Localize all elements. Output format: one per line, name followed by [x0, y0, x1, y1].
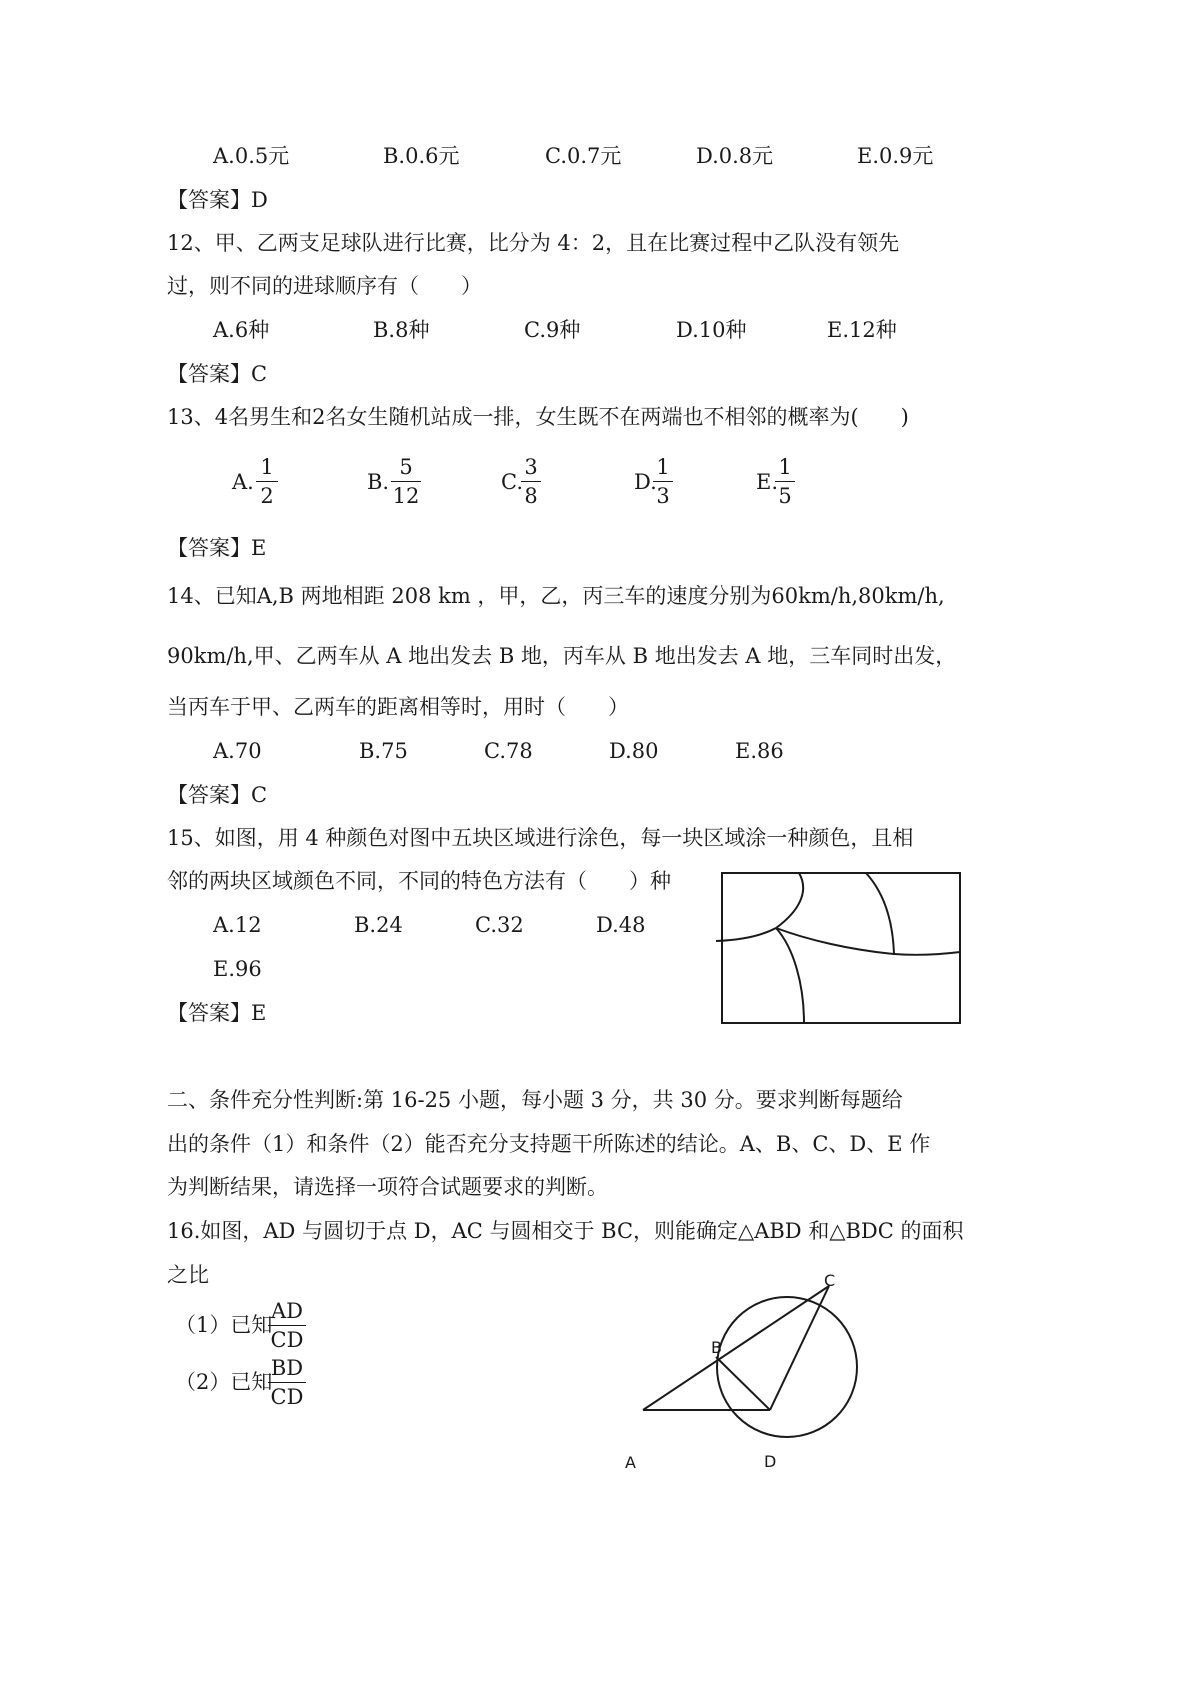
q12-option-a: A.6种 [213, 318, 270, 342]
q16-text-line1: 16.如图，AD 与圆切于点 D，AC 与圆相交于 BC，则能确定△ABD 和△BDC 的面积 [167, 1219, 964, 1243]
q15-text-line2: 邻的两块区域颜色不同，不同的特色方法有（ ）种 [167, 869, 671, 893]
fraction-numerator: 5 [399, 455, 413, 479]
q12-option-c: C.9种 [524, 318, 581, 342]
q11-option-d: D.0.8元 [696, 144, 774, 168]
q15-region-figure [716, 870, 966, 1030]
q16-condition1-label: （1）已知 [175, 1313, 273, 1337]
q14-option-d: D.80 [609, 739, 659, 763]
q15-option-d: D.48 [596, 913, 646, 937]
q14-option-a: A.70 [213, 739, 262, 763]
q13-answer: 【答案】E [167, 536, 267, 560]
q12-text-line2: 过，则不同的进球顺序有（ ） [167, 274, 482, 298]
fraction-denominator: CD [270, 1385, 304, 1409]
q11-answer: 【答案】D [167, 188, 268, 212]
q13-option-c-fraction [521, 454, 541, 509]
q14-option-b: B.75 [359, 739, 408, 763]
q16-condition2-fraction [268, 1355, 306, 1410]
q13-option-e-fraction [775, 454, 795, 509]
fraction-denominator: 8 [524, 484, 538, 508]
q13-option-a-letter: A. [232, 470, 254, 494]
q11-option-c: C.0.7元 [545, 144, 622, 168]
q14-option-e: E.86 [735, 739, 784, 763]
q11-option-e: E.0.9元 [857, 144, 934, 168]
fraction-numerator: 1 [778, 455, 792, 479]
point-b-label: B [711, 1338, 722, 1357]
q12-answer: 【答案】C [167, 362, 268, 386]
fraction-denominator: CD [270, 1328, 304, 1352]
q16-geometry-figure [615, 1270, 875, 1480]
q12-option-e: E.12种 [827, 318, 897, 342]
q11-option-b: B.0.6元 [383, 144, 460, 168]
fraction-denominator: 12 [392, 484, 420, 508]
q15-text-line1: 15、如图，用 4 种颜色对图中五块区域进行涂色，每一块区域涂一种颜色，且相 [167, 826, 914, 850]
fraction-numerator: 1 [656, 455, 670, 479]
fraction-numerator: AD [270, 1299, 303, 1323]
q15-option-b: B.24 [354, 913, 403, 937]
q13-option-d-fraction [653, 454, 673, 509]
q12-option-b: B.8种 [373, 318, 430, 342]
fraction-denominator: 5 [778, 484, 792, 508]
point-c-label: C [824, 1271, 836, 1290]
point-a-label: A [625, 1453, 636, 1472]
q13-option-e-letter: E. [756, 470, 779, 494]
q14-text-line2: 90km/h,甲、乙两车从 A 地出发去 B 地，丙车从 B 地出发去 A 地，三车同时出发， [167, 644, 957, 668]
q14-answer: 【答案】C [167, 783, 268, 807]
q15-option-a: A.12 [213, 913, 262, 937]
q15-answer: 【答案】E [167, 1001, 267, 1025]
q14-text-line1: 14、已知A,B 两地相距 208 km ，甲，乙，丙三车的速度分别为60km/h,80km/h, [167, 584, 945, 608]
q15-option-c: C.32 [475, 913, 524, 937]
fraction-denominator: 2 [260, 484, 274, 508]
q16-condition1-fraction [268, 1298, 306, 1353]
section2-intro-line1: 二、条件充分性判断:第 16-25 小题，每小题 3 分，共 30 分。要求判断每题给 [167, 1088, 903, 1112]
q16-text-line2: 之比 [167, 1263, 209, 1287]
q14-option-c: C.78 [484, 739, 533, 763]
fraction-numerator: 3 [524, 455, 538, 479]
q16-condition2-label: （2）已知 [175, 1370, 273, 1394]
q14-text-line3: 当丙车于甲、乙两车的距离相等时，用时（ ） [167, 695, 629, 719]
section2-intro-line2: 出的条件（1）和条件（2）能否充分支持题干所陈述的结论。A、B、C、D、E 作 [167, 1132, 931, 1156]
q15-option-e: E.96 [213, 957, 262, 981]
fraction-denominator: 3 [656, 484, 670, 508]
section2-intro-line3: 为判断结果，请选择一项符合试题要求的判断。 [167, 1175, 608, 1199]
q13-option-d-letter: D. [634, 470, 657, 494]
q12-option-d: D.10种 [676, 318, 747, 342]
q11-option-a: A.0.5元 [213, 144, 290, 168]
q13-text-line1: 13、4名男生和2名女生随机站成一排，女生既不在两端也不相邻的概率为( ) [167, 405, 909, 429]
q13-option-b-fraction [391, 454, 421, 509]
q13-option-c-letter: C. [501, 470, 523, 494]
fraction-numerator: BD [270, 1356, 304, 1380]
q13-option-b-letter: B. [367, 470, 390, 494]
point-d-label: D [764, 1452, 777, 1471]
q13-option-a-fraction [256, 454, 278, 509]
q12-text-line1: 12、甲、乙两支足球队进行比赛，比分为 4：2，且在比赛过程中乙队没有领先 [167, 231, 900, 255]
fraction-numerator: 1 [260, 455, 274, 479]
